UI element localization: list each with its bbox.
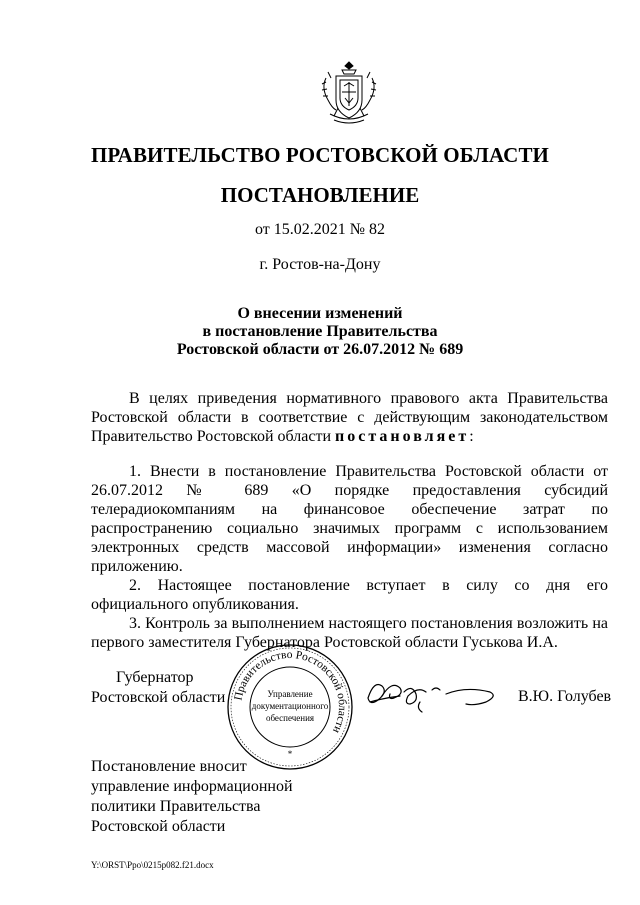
note-line: Постановление вносит: [91, 758, 247, 775]
document-type: ПОСТАНОВЛЕНИЕ: [220, 183, 420, 207]
stamp-ring-text: Правительство Ростовской области: [232, 648, 349, 735]
item-paragraph: 3. Контроль за выполнением настоящего постановления возложить на первого заместителя Губернатора Ростовской области Гуськова И.А.: [91, 615, 608, 651]
preamble-colon: :: [469, 428, 474, 445]
signatory-title-line: Губернатор: [116, 669, 194, 686]
stamp-star-icon: *: [287, 749, 293, 759]
stamp-center-line: Управление: [267, 689, 313, 699]
file-path: Y:\ORST\Ppo\0215p082.f21.docx: [91, 860, 214, 870]
stamp-center-line: обеспечения: [265, 713, 315, 723]
item-paragraph: 2. Настоящее постановление вступает в силу со дня его официального опубликования.: [91, 577, 608, 613]
signer-name: В.Ю. Голубев: [518, 688, 612, 705]
subject-line: О внесении изменений: [237, 305, 403, 322]
subject-line: в постановление Правительства: [202, 323, 438, 340]
signatory-title: [91, 668, 225, 708]
official-stamp: [226, 643, 354, 771]
stamp-center-line: документационного: [251, 701, 329, 711]
coat-of-arms-icon: [316, 58, 382, 126]
government-title: ПРАВИТЕЛЬСТВО РОСТОВСКОЙ ОБЛАСТИ: [91, 143, 549, 167]
preamble: [91, 389, 608, 446]
note-line: Ростовской области: [91, 818, 226, 835]
subject-line: Ростовской области от 26.07.2012 № 689: [176, 341, 464, 358]
resolves-word: постановляет: [335, 428, 470, 445]
item-paragraph: 1. Внести в постановление Правительства Ростовской области от 26.07.2012 № 689 «О порядке предоставления субсидий телерадиокомпаниям на финансовое обеспечение затрат по распространению социально значимых программ с использованием электронных средств массовой информации» изменения согласно приложению.: [91, 463, 608, 575]
document-subject: [0, 305, 640, 359]
signatory-title-line: Ростовской области: [91, 689, 226, 706]
note-line: управление информационной: [91, 778, 293, 795]
preamble-text: В целях приведения нормативного правового акта Правительства Ростовской области в соответствие с действующим законодательством Правительство Ростовской области: [91, 390, 608, 445]
date-number: от 15.02.2021 № 82: [254, 221, 386, 238]
submitter-note: [91, 757, 293, 837]
handwritten-signature: [360, 668, 500, 718]
resolution-items: [91, 462, 608, 652]
preamble-paragraph: [91, 389, 608, 446]
note-line: политики Правительства: [91, 798, 261, 815]
city: г. Ростов-на-Дону: [259, 256, 381, 273]
